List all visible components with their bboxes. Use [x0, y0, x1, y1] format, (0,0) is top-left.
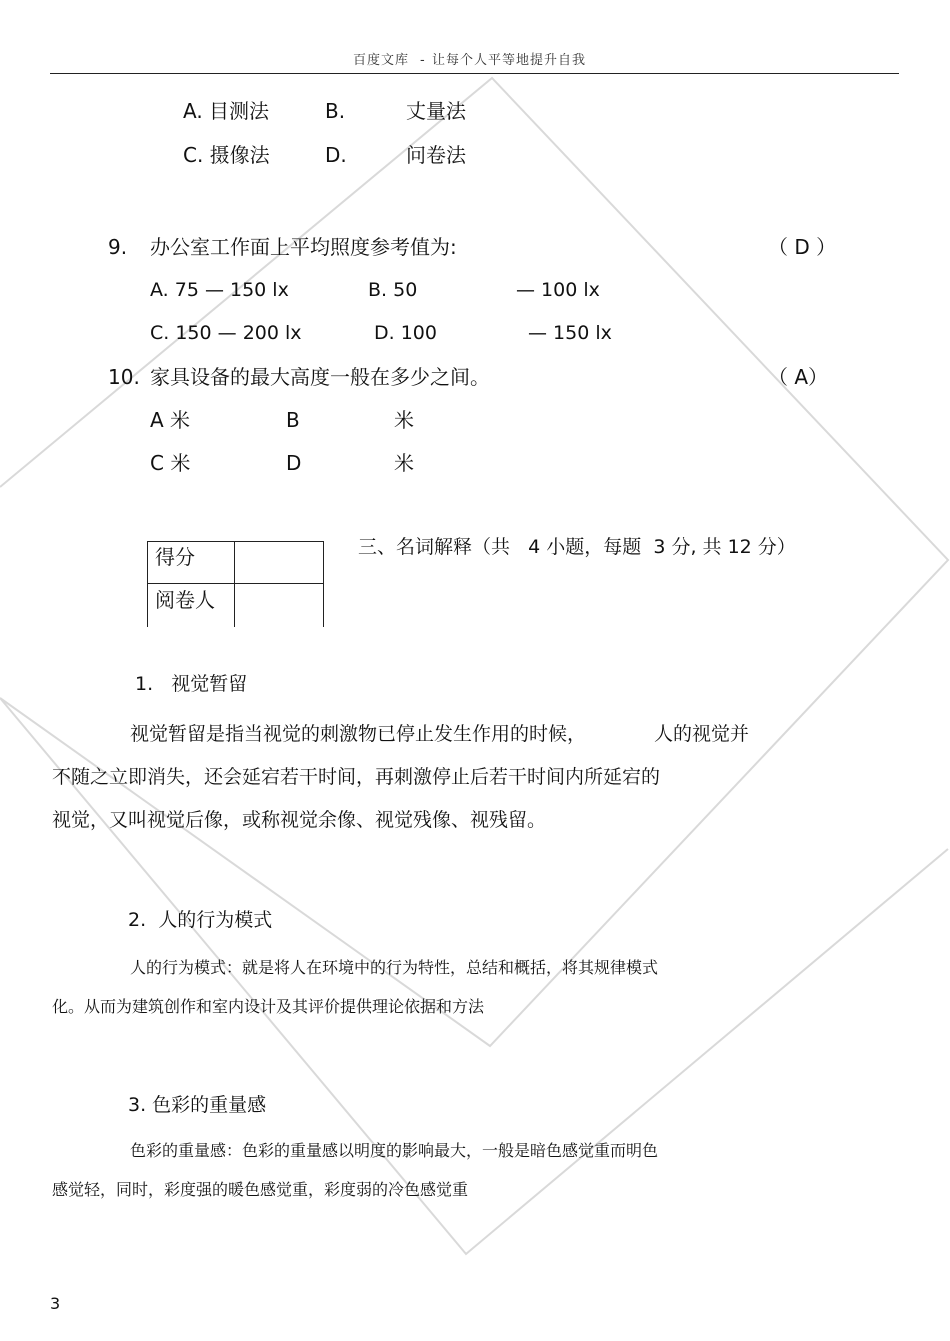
q8-option-c: C. 摄像法 [183, 143, 270, 167]
q9-option-d: D. 100 [374, 322, 437, 344]
term1-line1: 视觉暂留是指当视觉的刺激物已停止发生作用的时候， [130, 723, 587, 745]
q10-option-c: C 米 [150, 451, 191, 475]
q10-option-b-unit: 米 [394, 408, 414, 432]
reviewer-input-cell[interactable] [235, 584, 323, 627]
q8-option-a: A. 目测法 [183, 99, 270, 123]
q8-option-d-text: 问卷法 [406, 143, 466, 167]
term1-line1-tail: 人的视觉并 [654, 723, 750, 745]
q9-option-d-range: — 150 lx [528, 322, 612, 344]
term2-line2: 化。从而为建筑创作和室内设计及其评价提供理论依据和方法 [52, 997, 485, 1016]
table-border-left [147, 541, 148, 627]
term1-line3: 视觉，又叫视觉后像，或称视觉余像、视觉残像、视残留。 [52, 809, 547, 831]
table-score-label: 得分 [155, 545, 195, 569]
score-input-cell[interactable] [235, 542, 323, 583]
watermark-diamond-outer [0, 78, 948, 1046]
q10-option-a: A 米 [150, 408, 191, 432]
q8-option-b-letter: B. [325, 99, 346, 123]
q9-option-b-range: — 100 lx [516, 279, 600, 301]
term3-title: 3. 色彩的重量感 [128, 1094, 267, 1116]
q9-option-b: B. 50 [368, 279, 418, 301]
header-separator: - [420, 53, 426, 68]
header-site-name: 百度文库 [353, 53, 410, 68]
term1-title: 1. 视觉暂留 [135, 673, 248, 695]
q10-option-b: B [286, 408, 300, 432]
term2-line1: 人的行为模式：就是将人在环境中的行为特性，总结和概括，将其规律模式 [130, 958, 659, 977]
table-reviewer-label: 阅卷人 [155, 588, 215, 612]
q8-option-d-letter: D. [325, 143, 347, 167]
header-rule [50, 73, 899, 74]
q9-number: 9. [108, 235, 128, 259]
term1-line2: 不随之立即消失，还会延宕若干时间，再刺激停止后若干时间内所延宕的 [52, 766, 661, 788]
q10-stem: 家具设备的最大高度一般在多少之间。 [150, 365, 490, 389]
q9-option-c: C. 150 — 200 lx [150, 322, 302, 344]
q8-option-b-text: 丈量法 [406, 99, 466, 123]
q10-answer: （ A） [768, 365, 829, 389]
header-slogan: 让每个人平等地提升自我 [432, 53, 587, 68]
q9-stem: 办公室工作面上平均照度参考值为: [150, 235, 457, 259]
q9-option-a: A. 75 — 150 lx [150, 279, 289, 301]
term3-line1: 色彩的重量感：色彩的重量感以明度的影响最大，一般是暗色感觉重而明色 [130, 1141, 659, 1160]
q9-answer: （ D ） [768, 235, 837, 259]
table-border-right [323, 541, 324, 627]
page-number: 3 [50, 1294, 61, 1313]
section3-title: 三、名词解释（共 4 小题，每题 3 分, 共 12 分） [358, 536, 796, 558]
term3-line2: 感觉轻，同时，彩度强的暖色感觉重，彩度弱的冷色感觉重 [52, 1180, 469, 1199]
q10-number: 10. [108, 365, 140, 389]
q10-option-d: D [286, 451, 302, 475]
q10-option-d-unit: 米 [394, 451, 414, 475]
term2-title: 2. 人的行为模式 [128, 909, 273, 931]
